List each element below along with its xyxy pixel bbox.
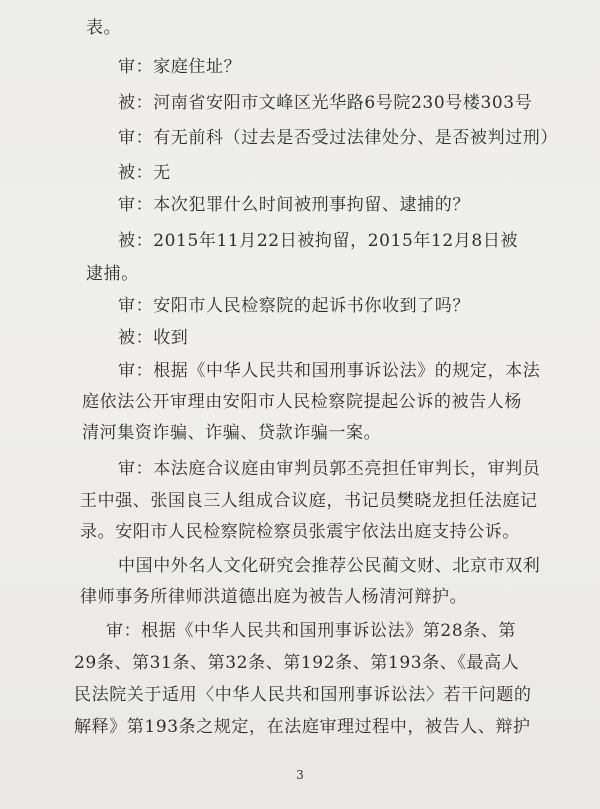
text-line: 庭依法公开审理由安阳市人民检察院提起公诉的被告人杨 — [82, 392, 522, 412]
text-line: 29条、第31条、第32条、第192条、第193条、《最高人 — [74, 653, 520, 673]
text-line: 审：家庭住址？ — [118, 57, 242, 77]
text-line: 律师事务所律师洪道德出庭为被告人杨清河辩护。 — [80, 587, 468, 607]
text-line: 民法院关于适用〈中华人民共和国刑事诉讼法〉若干问题的 — [74, 685, 532, 705]
text-line: 审：本法庭合议庭由审判员郭丕亮担任审判长，审判员 — [118, 459, 541, 479]
text-line: 被：收到 — [118, 328, 189, 348]
text-line: 录。安阳市人民检察院检察员张震宇依法出庭支持公诉。 — [80, 522, 520, 542]
text-line: 王中强、张国良三人组成合议庭，书记员樊晓龙担任法庭记 — [80, 491, 538, 511]
text-line: 被：2015年11月22日被拘留，2015年12月8日被 — [118, 231, 519, 251]
text-line: 审：有无前科（过去是否受过法律处分、是否被判过刑） — [118, 128, 558, 148]
text-line: 解释》第193条之规定，在法庭审理过程中，被告人、辩护 — [74, 717, 531, 737]
text-line: 审：根据《中华人民共和国刑事诉讼法》的规定，本法 — [118, 361, 541, 381]
text-line: 审：根据《中华人民共和国刑事诉讼法》第28条、第 — [106, 621, 517, 641]
text-line: 清河集资诈骗、诈骗、贷款诈骗一案。 — [82, 423, 382, 443]
text-line: 审：安阳市人民检察院的起诉书你收到了吗？ — [118, 296, 470, 316]
text-line: 逮捕。 — [86, 264, 139, 284]
text-line: 被：无 — [118, 163, 171, 183]
text-line: 被：河南省安阳市文峰区光华路6号院230号楼303号 — [118, 93, 533, 113]
text-line: 审：本次犯罪什么时间被刑事拘留、逮捕的？ — [118, 195, 470, 215]
page-number: 3 — [296, 768, 304, 782]
text-line: 表。 — [86, 18, 122, 38]
text-line: 中国中外名人文化研究会推荐公民蔺文财、北京市双利 — [118, 556, 541, 576]
